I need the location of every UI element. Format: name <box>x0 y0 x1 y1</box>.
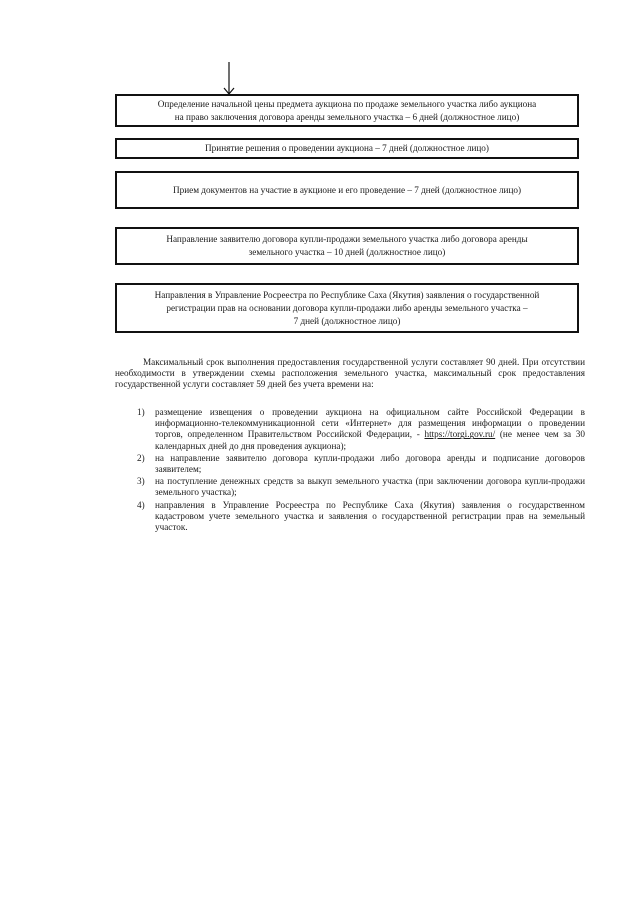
list-item-text: на поступление денежных средств за выкуп земельного участка (при заключении договора купли-продажи земельного участка); <box>155 476 585 498</box>
arrow-down-icon <box>222 62 236 96</box>
step-text-line: 7 дней (должностное лицо) <box>293 315 401 326</box>
flow-step-1 <box>115 94 579 127</box>
step-text-line: Направления в Управление Росреестра по Республике Саха (Якутия) заявления о государственной <box>154 289 540 300</box>
step-text-line: Направление заявителю договора купли-продажи земельного участка либо договора аренды <box>166 234 528 244</box>
list-item <box>115 500 585 534</box>
step-text-line: земельного участка – 10 дней (должностное лицо) <box>248 247 446 257</box>
step-text-line: Прием документов на участие в аукционе и его проведение – 7 дней (должностное лицо) <box>172 184 522 195</box>
flow-step-4 <box>115 227 579 265</box>
list-number: 2) <box>137 452 145 463</box>
list-number: 4) <box>137 499 145 510</box>
list-item-text: (не менее чем за 30 календарных дней до дня проведения аукциона); <box>155 429 585 451</box>
step-text-line: Принятие решения о проведении аукциона – 7 дней (должностное лицо) <box>205 143 489 153</box>
list-number: 3) <box>137 476 145 487</box>
step-text-line: Определение начальной цены предмета аукциона по продаже земельного участка либо аукциона <box>157 98 537 109</box>
list-item-text: размещение извещения о проведении аукциона на официальном сайте Российской Федерации в информационно-телекоммуникационной сети «Интернет» для размещения информации о проведении торгов, определенном Правительством Российской Федерации, - <box>155 407 585 440</box>
list-item-text: на направление заявителю договора купли-продажи либо договора аренды и подписание договоров заявителем; <box>155 452 585 475</box>
body-paragraph <box>115 357 585 391</box>
step-text-line: регистрации прав на основании договора купли-продажи либо аренды земельного участка – <box>166 302 528 313</box>
torgi-link[interactable]: https://torgi.gov.ru/ <box>424 429 496 440</box>
list-item-text: направления в Управление Росреестра по Республике Саха (Якутия) заявления о государственном кадастровом учете земельного участка и заявления о государственной регистрации прав на земельный участок. <box>155 499 585 533</box>
step-text-line: на право заключения договора аренды земельного участка – 6 дней (должностное лицо) <box>174 111 520 122</box>
flow-step-2 <box>115 138 579 159</box>
list-item <box>115 476 585 498</box>
numbered-list <box>115 407 585 534</box>
flow-step-5 <box>115 283 579 333</box>
list-number: 1) <box>137 407 145 417</box>
flow-step-3 <box>115 171 579 209</box>
list-item <box>115 453 585 475</box>
list-item <box>115 407 585 452</box>
paragraph-text: Максимальный срок выполнения предоставления государственной услуги составляет 90 дней. При отсутствии необходимости в утверждении схемы расположения земельного участка, максимальный срок предоставления государственной услуги составляет 59 дней без учета времени на: <box>115 357 585 390</box>
